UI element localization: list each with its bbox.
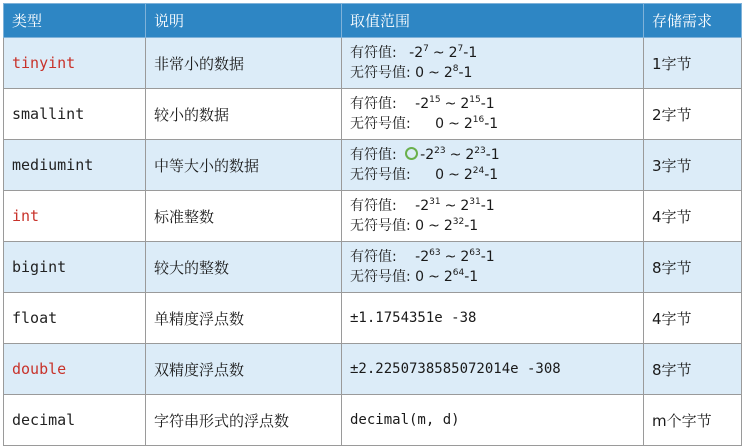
table-header-row	[4, 4, 742, 38]
signed-min: $-2^7$	[409, 44, 429, 61]
table-row	[4, 242, 742, 293]
type-cell: int	[4, 191, 146, 242]
storage-cell: 4字节	[644, 191, 742, 242]
type-cell: double	[4, 344, 146, 395]
description-cell: 字符串形式的浮点数	[146, 395, 342, 446]
unsigned-range-line: 无符号值: 0 ~ $2^{16}-1$	[350, 115, 499, 132]
signed-max: $2^7-1$	[448, 44, 478, 61]
cursor-ring-icon	[405, 147, 418, 160]
header-description: 说明	[146, 4, 342, 38]
storage-cell: 8字节	[644, 344, 742, 395]
unsigned-range-line: 无符号值: 0 ~ $2^{64}-1$	[350, 268, 479, 285]
mysql-numeric-types-table	[3, 3, 742, 446]
range-cell	[342, 140, 644, 191]
signed-max: $2^{63}-1$	[460, 248, 495, 265]
table-row	[4, 344, 742, 395]
signed-range-line: 有符值: $-2^7$ ~ $2^7-1$	[350, 44, 478, 61]
unsigned-max: $2^{16}-1$	[463, 115, 499, 132]
unsigned-max: $2^8-1$	[443, 64, 473, 81]
table-row	[4, 395, 742, 446]
signed-min: $-2^{63}$	[415, 248, 441, 265]
unsigned-range-line: 无符号值: 0 ~ $2^8-1$	[350, 64, 473, 81]
storage-cell: 1字节	[644, 38, 742, 89]
description-cell: 中等大小的数据	[146, 140, 342, 191]
range-cell	[342, 89, 644, 140]
signed-min: $-2^{23}$	[420, 146, 446, 163]
description-cell: 较小的数据	[146, 89, 342, 140]
type-cell: decimal	[4, 395, 146, 446]
signed-max: $2^{15}-1$	[460, 95, 495, 112]
unsigned-max: $2^{32}-1$	[443, 217, 479, 234]
signed-label: 有符值:	[350, 96, 397, 112]
signed-range-line: 有符值: $-2^{15}$ ~ $2^{15}-1$	[350, 95, 495, 112]
signed-max: $2^{23}-1$	[465, 146, 500, 163]
unsigned-min: 0	[415, 269, 425, 285]
header-range: 取值范围	[342, 4, 644, 38]
unsigned-min: 0	[435, 167, 445, 183]
range-cell	[342, 344, 644, 395]
type-cell: mediumint	[4, 140, 146, 191]
range-text: decimal(m, d)	[350, 412, 460, 428]
signed-min: $-2^{15}$	[415, 95, 441, 112]
type-cell: tinyint	[4, 38, 146, 89]
description-cell: 单精度浮点数	[146, 293, 342, 344]
description-cell: 较大的整数	[146, 242, 342, 293]
signed-range-line: 有符值: $-2^{23}$ ~ $2^{23}-1$	[350, 146, 500, 163]
range-cell	[342, 191, 644, 242]
signed-label: 有符值:	[350, 249, 397, 265]
storage-cell: 3字节	[644, 140, 742, 191]
signed-range-line: 有符值: $-2^{63}$ ~ $2^{63}-1$	[350, 248, 495, 265]
storage-cell: 8字节	[644, 242, 742, 293]
unsigned-max: $2^{64}-1$	[443, 268, 479, 285]
range-cell	[342, 242, 644, 293]
description-cell: 标准整数	[146, 191, 342, 242]
unsigned-range-line: 无符号值: 0 ~ $2^{32}-1$	[350, 217, 479, 234]
range-cell	[342, 38, 644, 89]
storage-cell: 2字节	[644, 89, 742, 140]
table-row	[4, 89, 742, 140]
signed-label: 有符值:	[350, 147, 397, 163]
signed-max: $2^{31}-1$	[460, 197, 495, 214]
range-cell	[342, 395, 644, 446]
header-storage: 存储需求	[644, 4, 742, 38]
range-text: ±1.1754351e -38	[350, 310, 477, 326]
table-row	[4, 293, 742, 344]
unsigned-label: 无符号值:	[350, 269, 411, 285]
type-cell: smallint	[4, 89, 146, 140]
unsigned-min: 0	[415, 65, 425, 81]
table-row	[4, 191, 742, 242]
signed-min: $-2^{31}$	[415, 197, 441, 214]
type-cell: float	[4, 293, 146, 344]
unsigned-max: $2^{24}-1$	[463, 166, 499, 183]
type-cell: bigint	[4, 242, 146, 293]
unsigned-label: 无符号值:	[350, 65, 411, 81]
range-text: ±2.2250738585072014e -308	[350, 361, 561, 377]
header-type: 类型	[4, 4, 146, 38]
unsigned-label: 无符号值:	[350, 167, 411, 183]
storage-cell: 4字节	[644, 293, 742, 344]
table-row	[4, 140, 742, 191]
data-types-table-container	[3, 3, 741, 445]
signed-label: 有符值:	[350, 198, 397, 214]
description-cell: 非常小的数据	[146, 38, 342, 89]
unsigned-label: 无符号值:	[350, 116, 411, 132]
signed-label: 有符值:	[350, 45, 397, 61]
unsigned-label: 无符号值:	[350, 218, 411, 234]
storage-cell: m个字节	[644, 395, 742, 446]
table-row	[4, 38, 742, 89]
unsigned-min: 0	[435, 116, 445, 132]
signed-range-line: 有符值: $-2^{31}$ ~ $2^{31}-1$	[350, 197, 495, 214]
unsigned-min: 0	[415, 218, 425, 234]
range-cell	[342, 293, 644, 344]
unsigned-range-line: 无符号值: 0 ~ $2^{24}-1$	[350, 166, 499, 183]
description-cell: 双精度浮点数	[146, 344, 342, 395]
